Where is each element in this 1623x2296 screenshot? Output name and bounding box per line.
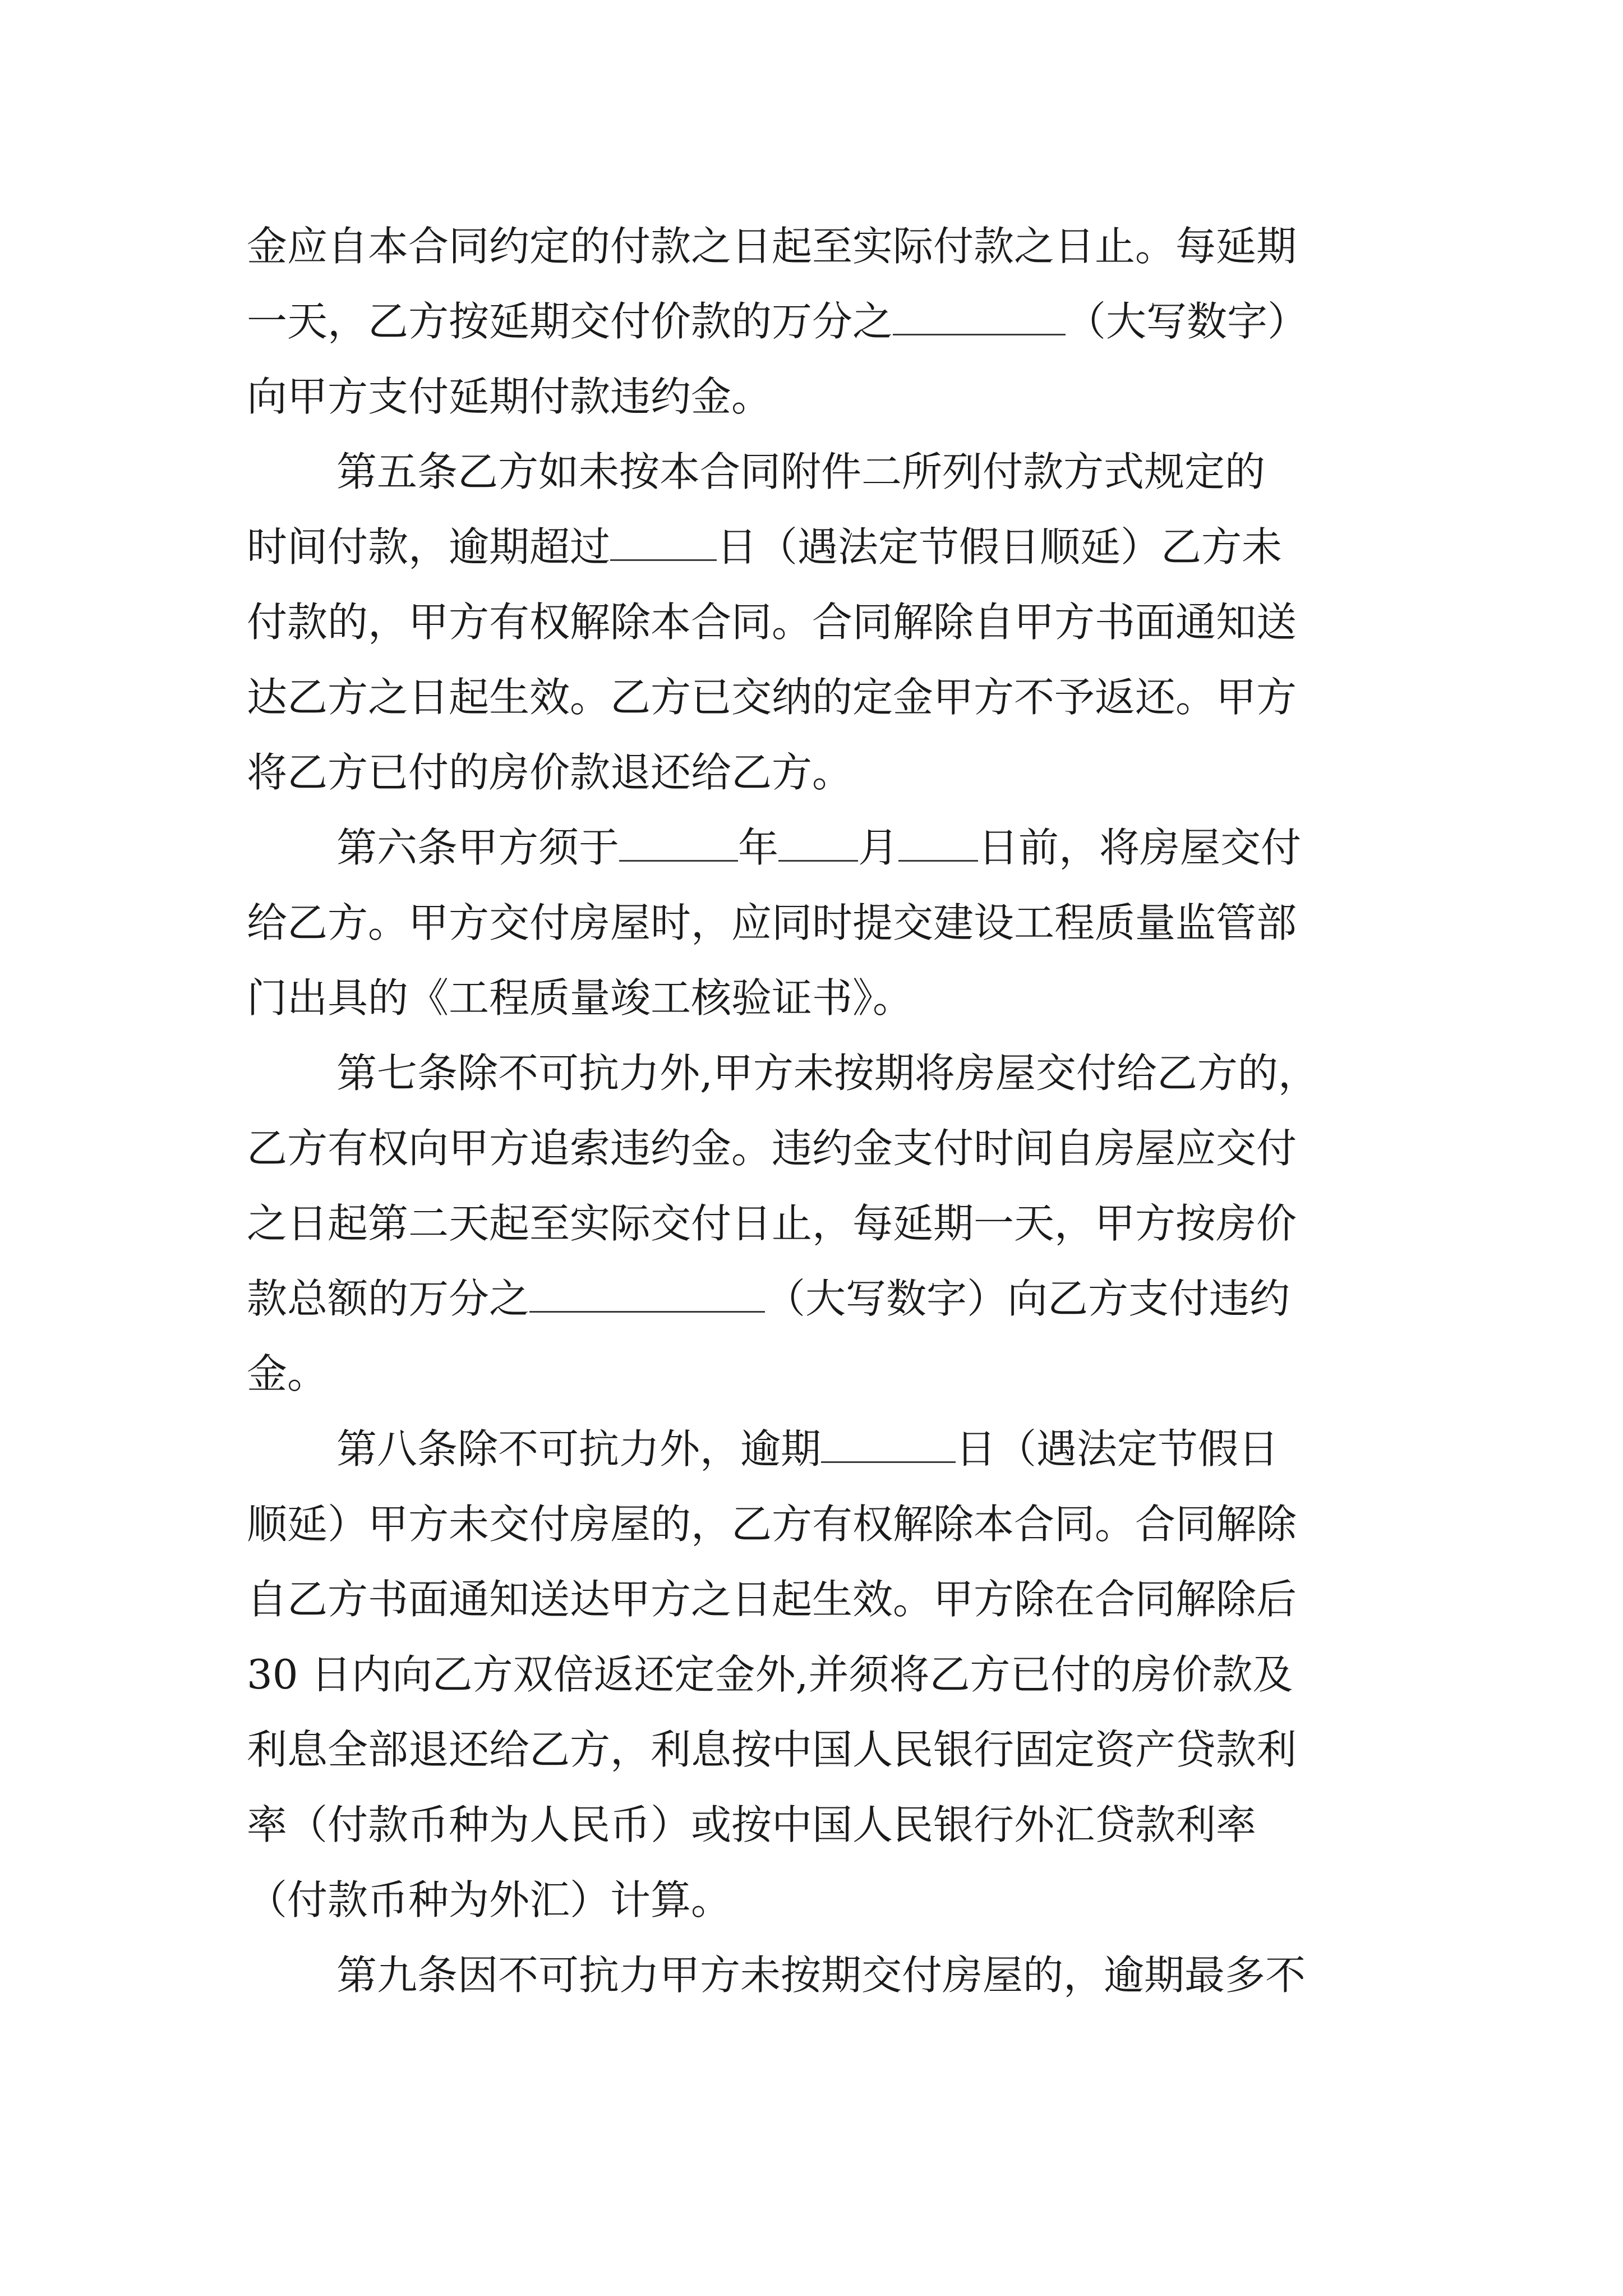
text-line [247, 967, 913, 1029]
line-text: 金。 [247, 1350, 328, 1397]
line-text: 率（付款币种为人民币）或按中国人民银行外汇贷款利率 [247, 1801, 1257, 1848]
fill-in-blank [898, 825, 978, 862]
line-text: 门出具的《工程质量竣工核验证书》。 [247, 974, 914, 1022]
line-text: 第五条乙方如未按本合同附件二所列付款方式规定的 [336, 448, 1266, 495]
line-text: 第六条甲方须于 [336, 824, 620, 871]
fill-in-blank [893, 299, 1066, 335]
fill-in-blank [610, 524, 717, 561]
line-text: 30 日内向乙方双倍返还定金外,并须将乙方已付的房价款及 [247, 1651, 1293, 1698]
text-line [247, 366, 772, 427]
line-text: 第七条除不可抗力外,甲方未按期将房屋交付给乙方的， [336, 1050, 1318, 1097]
text-line [247, 1719, 1297, 1780]
line-text: （付款币种为外汇）计算。 [247, 1876, 732, 1924]
text-line [247, 892, 1297, 954]
text-line [247, 291, 1308, 352]
text-line [247, 1343, 328, 1405]
fill-in-blank [778, 825, 858, 862]
line-text: 自乙方书面通知送达甲方之日起生效。甲方除在合同解除后 [247, 1576, 1297, 1623]
text-line [247, 742, 852, 803]
text-line [247, 215, 1297, 277]
text-line [247, 1193, 1297, 1254]
paragraph-start-line [336, 1944, 1306, 2006]
line-text: 金应自本合同约定的付款之日起至实际付款之日止。每延期 [247, 223, 1297, 270]
text-line [247, 1568, 1297, 1630]
line-text: 付款的，甲方有权解除本合同。合同解除自甲方书面通知送 [247, 599, 1297, 646]
text-line [247, 1268, 1290, 1329]
line-text: （大写数字）向乙方支付违约 [765, 1275, 1290, 1322]
paragraph-start-line [336, 1418, 1279, 1480]
line-text: 利息全部退还给乙方，利息按中国人民银行固定资产贷款利 [247, 1726, 1297, 1773]
line-text: 日前，将房屋交付 [978, 824, 1302, 871]
text-line [247, 516, 1282, 578]
line-text: 第八条除不可抗力外，逾期 [336, 1425, 822, 1473]
text-line [247, 666, 1297, 728]
line-text: 年 [738, 824, 779, 871]
fill-in-blank [529, 1276, 765, 1313]
text-line [247, 1869, 731, 1931]
line-text: 一天，乙方按延期交付价款的万分之 [247, 298, 893, 345]
line-text: 达乙方之日起生效。乙方已交纳的定金甲方不予返还。甲方 [247, 674, 1297, 721]
line-text: 第九条因不可抗力甲方未按期交付房屋的，逾期最多不 [336, 1952, 1306, 1999]
fill-in-blank [619, 825, 738, 862]
line-text: 日（遇法定节假日 [956, 1425, 1279, 1473]
line-text: 顺延）甲方未交付房屋的，乙方有权解除本合同。合同解除 [247, 1501, 1297, 1548]
paragraph-start-line [336, 1042, 1318, 1104]
line-text: 乙方有权向甲方追索违约金。违约金支付时间自房屋应交付 [247, 1125, 1297, 1172]
line-text: 时间付款，逾期超过 [247, 523, 611, 570]
line-text: 日（遇法定节假日顺延）乙方未 [717, 523, 1283, 570]
text-line [247, 1117, 1297, 1179]
line-text: 款总额的万分之 [247, 1275, 530, 1322]
text-line [247, 591, 1297, 653]
paragraph-start-line [336, 817, 1301, 878]
line-text: 月 [858, 824, 899, 871]
line-text: 向甲方支付延期付款违约金。 [247, 373, 772, 420]
text-line [247, 1493, 1297, 1555]
line-text: （大写数字） [1066, 298, 1308, 345]
line-text: 给乙方。甲方交付房屋时，应同时提交建设工程质量监管部 [247, 899, 1297, 946]
paragraph-start-line [336, 441, 1265, 503]
line-text: 将乙方已付的房价款退还给乙方。 [247, 749, 853, 796]
text-line [247, 1794, 1256, 1856]
text-line [247, 1644, 1293, 1705]
line-text: 之日起第二天起至实际交付日止，每延期一天，甲方按房价 [247, 1200, 1297, 1247]
fill-in-blank [821, 1427, 956, 1463]
